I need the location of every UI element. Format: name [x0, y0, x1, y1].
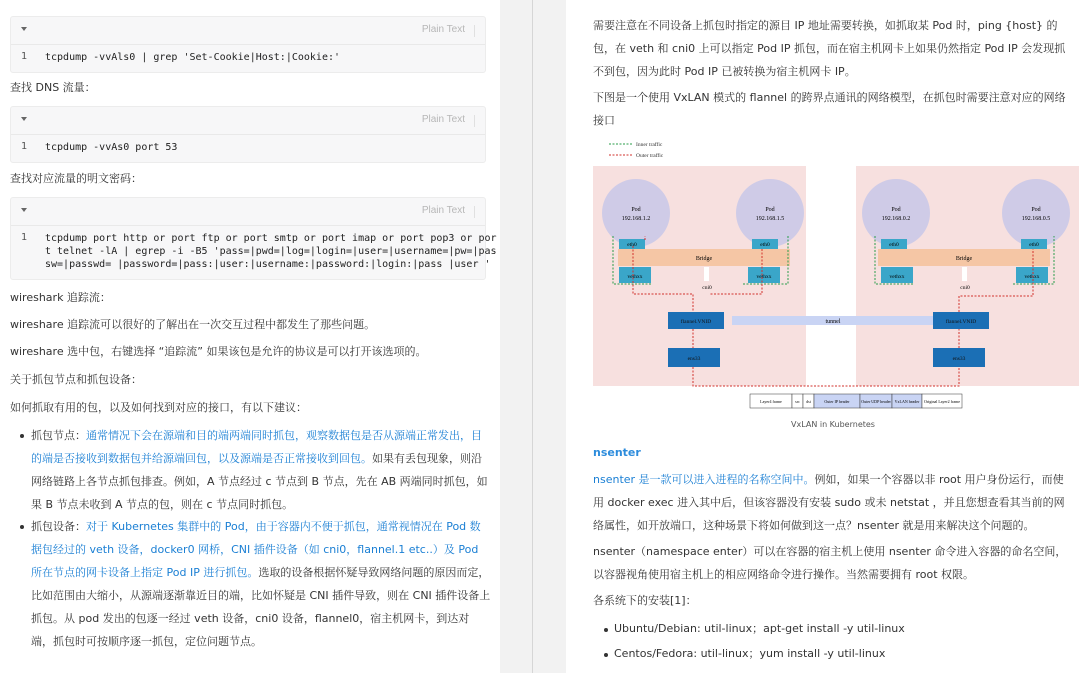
bullet-capture-device	[31, 515, 491, 653]
install-centos: Centos/Fedora: util-linux；yum install -y util-linux	[614, 647, 886, 660]
code-line-3: sw=|passwd= |password=|pass:|user:|username:|password:|login:|pass |user '	[45, 259, 491, 270]
wireshark-title: wireshark 追踪流：	[10, 291, 111, 304]
frame-label: Original Layer2 frame	[924, 399, 960, 404]
cni0-port	[962, 267, 967, 281]
code-block-header	[11, 107, 485, 135]
ens33-label: ens33	[952, 356, 966, 362]
frame-label: src	[795, 399, 800, 404]
eth0-label: eth0	[627, 242, 637, 248]
capture-about: 关于抓包节点和抓包设备：	[10, 373, 142, 386]
nsenter-text: 例如，如果一个容器以非 root 用户身份运行，而使用 docker exec 进入其中后，但该容器没有安装 sudo 或未 netstat ，并且您想查看其当前的网络属性，如开放端口，这种场景下将如何做到这一点？nsenter 就是用来解决这个问题的。	[593, 473, 1065, 532]
code-language-label[interactable]: Plain Text	[421, 24, 465, 35]
line-number: 1	[21, 51, 28, 62]
eth0-label: eth0	[889, 242, 899, 248]
frame-label: Layer4 frame	[760, 399, 782, 404]
bridge-label: Bridge	[955, 256, 973, 262]
code-block-header	[11, 17, 485, 45]
legend-inner-label: Inner traffic	[636, 142, 663, 148]
bullet-text: 如果有丢包现象，则沿网络链路上各节点抓包排查。例如，A 节点经过 c 节点到 B 节点，先在 AB 两端同时抓包，如果 B 节点未收到 A 节点的包，则在 c 节点同时抓包。	[31, 452, 488, 511]
code-line: tcpdump -vvAls0 | grep 'Set-Cookie|Host:|Cookie:'	[45, 52, 341, 63]
flannel-label: flannel.VNID	[945, 319, 977, 325]
cni0-port	[704, 267, 709, 281]
line-number: 1	[21, 232, 28, 243]
pod-label: Pod	[631, 207, 641, 213]
code-block-header	[11, 198, 485, 226]
cni0-label: cni0	[960, 285, 970, 291]
code-block-password	[10, 197, 497, 280]
bullet-dot	[604, 628, 608, 632]
pod-label: Pod	[1031, 207, 1041, 213]
bullet-lead: 抓包节点：	[31, 429, 86, 442]
frame-format	[750, 394, 962, 408]
wireshark-paragraph-1: wireshare 追踪流可以很好的了解出在一次交互过程中都发生了那些问题。	[10, 318, 376, 331]
diagram-caption: VxLAN in Kubernetes	[791, 420, 875, 429]
frame-label: VxLAN header	[894, 399, 920, 404]
pod-label: Pod	[891, 207, 901, 213]
paragraph-ip-conversion: 需要注意在不同设备上抓包时指定的源目 IP 地址需要转换，如抓取某 Pod 时，ping {host} 的包，在 veth 和 cni0 上可以指定 Pod IP 抓包，而在宿主机网卡上如果仍然指定 Pod IP 会发现抓不到包，因为此时 Pod IP 已被转换为宿主机网卡 IP。	[593, 19, 1066, 78]
paragraph-vxlan-intro: 下图是一个使用 VxLAN 模式的 flannel 的跨界点通讯的网络模型，在抓包时需要注意对应的网络接口	[593, 91, 1066, 127]
code-block-cookie	[10, 16, 486, 73]
bullet-dot	[20, 525, 24, 529]
bullet-highlight: 对于 Kubernetes 集群中的 Pod，由于容器内不便于抓包，通常视情况在 Pod 数据包经过的 veth 设备，docker0 网桥，CNI 插件设备（如 cni0，flannel.1 etc..）及 Pod 所在节点的网卡设备上指定 Pod IP 进行抓包。	[31, 520, 481, 579]
pod-ip: 192.168.0.5	[1021, 216, 1051, 222]
code-block-dns	[10, 106, 486, 163]
code-line-1: tcpdump port http or port ftp or port smtp or port imap or port pop3 or por	[45, 233, 497, 244]
bullet-dot	[20, 434, 24, 438]
code-line: tcpdump -vvAs0 port 53	[45, 142, 178, 153]
pod-circle	[1002, 179, 1070, 247]
pod-ip: 192.168.0.2	[881, 216, 911, 222]
vxlan-diagram	[593, 136, 1079, 436]
wireshark-paragraph-2: wireshare 选中包，右键选择 “追踪流” 如果该包是允许的协议是可以打开该选项的。	[10, 345, 427, 358]
frame-label: Outer UDP header	[861, 399, 891, 404]
frame-label: Outer IP header	[824, 399, 850, 404]
code-language-label[interactable]: Plain Text	[421, 114, 465, 125]
eth0-label: eth0	[760, 242, 770, 248]
ens33-label: ens33	[687, 356, 701, 362]
section-title-nsenter: nsenter	[593, 446, 641, 459]
collapse-arrow-icon[interactable]	[21, 208, 27, 212]
collapse-arrow-icon[interactable]	[21, 27, 27, 31]
eth0-label: eth0	[1029, 242, 1039, 248]
nsenter-paragraph-2: nsenter（namespace enter）可以在容器的宿主机上使用 nsenter 命令进入容器的命名空间，以容器视角使用宿主机上的相应网络命令进行操作。当然需要拥有 root 权限。	[593, 545, 1067, 581]
vethxx-label: vethxx	[627, 274, 643, 280]
collapse-arrow-icon[interactable]	[21, 117, 27, 121]
install-ubuntu: Ubuntu/Debian: util-linux；apt-get install -y util-linux	[614, 622, 905, 635]
nsenter-highlight: nsenter 是一款可以进入进程的名称空间中。	[593, 473, 815, 486]
pod-circle	[602, 179, 670, 247]
label-password: 查找对应流量的明文密码：	[10, 172, 142, 185]
line-number: 1	[21, 141, 28, 152]
cni0-label: cni0	[702, 285, 712, 291]
install-label: 各系统下的安装[1]：	[593, 594, 697, 607]
legend-outer-label: Outer traffic	[636, 153, 664, 159]
vethxx-label: vethxx	[889, 274, 905, 280]
bullet-lead: 抓包设备：	[31, 520, 86, 533]
flannel-label: flannel.VNID	[680, 319, 712, 325]
right-page	[566, 0, 1080, 673]
bullet-highlight: 通常情况下会在源端和目的端两端同时抓包，观察数据包是否从源端正常发出，目的端是否接收到数据包并给源端回包，以及源端是否正常接收到回包。	[31, 429, 482, 465]
capture-howto: 如何抓取有用的包，以及如何找到对应的接口，有以下建议：	[10, 401, 307, 414]
code-line-2: t telnet -lA | egrep -i -B5 'pass=|pwd=|log=|login=|user=|username=|pw=|pas	[45, 246, 497, 257]
label-dns: 查找 DNS 流量：	[10, 81, 96, 94]
pod-ip: 192.168.1.2	[621, 216, 651, 222]
pod-circle	[736, 179, 804, 247]
bullet-dot	[604, 653, 608, 657]
page-divider	[532, 0, 533, 673]
bullet-text: 选取的设备根据怀疑导致网络问题的原因而定，比如范围由大缩小，从源端逐渐靠近目的端，比如怀疑是 CNI 插件导致，则在 CNI 插件设备上抓包。从 pod 发出的包逐一经过 veth 设备，cni0 设备，flannel0，宿主机网卡，到达对端，抓包时可按顺序逐一抓包，定位问题节点。	[31, 566, 491, 648]
tunnel-label: tunnel	[825, 319, 841, 325]
pod-ip: 192.168.1.5	[755, 216, 785, 222]
vethxx-label: vethxx	[756, 274, 772, 280]
code-language-label[interactable]: Plain Text	[421, 205, 465, 216]
vethxx-label: vethxx	[1024, 274, 1040, 280]
left-page	[0, 0, 500, 673]
pod-circle	[862, 179, 930, 247]
pod-label: Pod	[765, 207, 775, 213]
page-gutter	[500, 0, 566, 673]
nsenter-paragraph-1	[593, 468, 1073, 537]
bullet-capture-node	[31, 424, 491, 516]
bridge-label: Bridge	[695, 256, 713, 262]
frame-label: dst	[806, 399, 811, 404]
